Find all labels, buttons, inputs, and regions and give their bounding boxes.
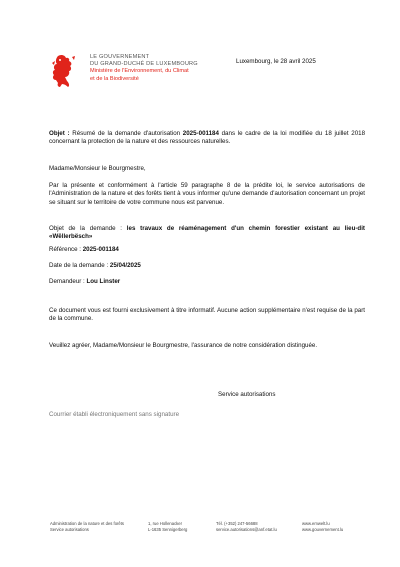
government-header (90, 54, 210, 83)
footer-address (148, 521, 187, 533)
footer-organisation (50, 521, 124, 533)
objet-demande-value: les travaux de réaménagement d'un chemin forestier existant au lieu-dit «Wëllerbësch» (49, 225, 365, 241)
salutation: Madame/Monsieur le Bourgmestre, (49, 165, 146, 172)
closing-paragraph: Veuillez agréer, Madame/Monsieur le Bourgmestre, l'assurance de notre considération distinguée. (49, 342, 318, 349)
footer-email: service.autorisations@anf.etat.lu (216, 527, 277, 532)
objet-text-2: dans le cadre de la loi modifiée du 18 juillet 2018 concernant la protection de la nature et des ressources naturelles. (49, 130, 366, 146)
signature-service: Service autorisations (218, 391, 276, 398)
reference-label: Référence : (49, 246, 81, 253)
date-demande-label: Date de la demande : (49, 262, 109, 269)
info-paragraph: Ce document vous est fourni exclusivement à titre informatif. Aucune action supplémentaire n'est requise de la part de la commune. (49, 307, 365, 323)
coat-of-arms-lion-logo (48, 53, 78, 89)
ministry-line-1: Ministère de l'Environnement, du Climat (90, 68, 189, 75)
government-line-1: LE GOUVERNEMENT (90, 54, 150, 60)
footer-contact (216, 521, 277, 533)
date-demande-value: 25/04/2025 (108, 262, 141, 269)
objet-demande-paragraph (49, 225, 365, 242)
electronic-notice: Courrier établi électroniquement sans signature (49, 411, 180, 418)
footer-organisation-line-2: Service autorisations (50, 527, 89, 532)
demandeur-line (49, 278, 365, 286)
footer-websites (302, 521, 343, 533)
footer-website-1: www.emwelt.lu (302, 521, 330, 526)
letter-date: Luxembourg, le 28 avril 2025 (236, 58, 316, 65)
demandeur-label: Demandeur : (49, 278, 85, 285)
objet-reference: 2025-001184 (182, 130, 219, 137)
objet-label: Objet : (49, 130, 70, 137)
government-line-2: DU GRAND-DUCHÉ DE LUXEMBOURG (90, 61, 198, 68)
footer-address-line-2: L-1635 Sennigerberg (148, 527, 188, 532)
footer-website-2: www.gouvernement.lu (302, 527, 344, 532)
reference-value: 2025-001184 (81, 246, 119, 253)
footer-organisation-line-1: Administration de la nature et des forêts (50, 521, 125, 526)
ministry-line-2: et de la Biodiversité (90, 75, 139, 82)
footer-phone: Tél. (+352) 247-56688 (216, 521, 258, 526)
date-demande-line (49, 262, 365, 270)
objet-text-1: Résumé de la demande d'autorisation (69, 130, 183, 137)
reference-line (49, 246, 365, 254)
footer-address-line-1: 1, rue Hollenacker (148, 521, 182, 526)
demandeur-value: Lou Linster (84, 278, 121, 285)
intro-paragraph: Par la présente et conformément à l'article 59 paragraphe 8 de la prédite loi, le service autorisations de l'Administration de la nature et des forêts tient à vous informer qu'une demande d'autorisation concernant un projet se situant sur le territoire de votre commune nous est parvenue. (49, 182, 365, 206)
objet-demande-label: Objet de la demande : (49, 225, 123, 232)
objet-paragraph (49, 130, 365, 147)
